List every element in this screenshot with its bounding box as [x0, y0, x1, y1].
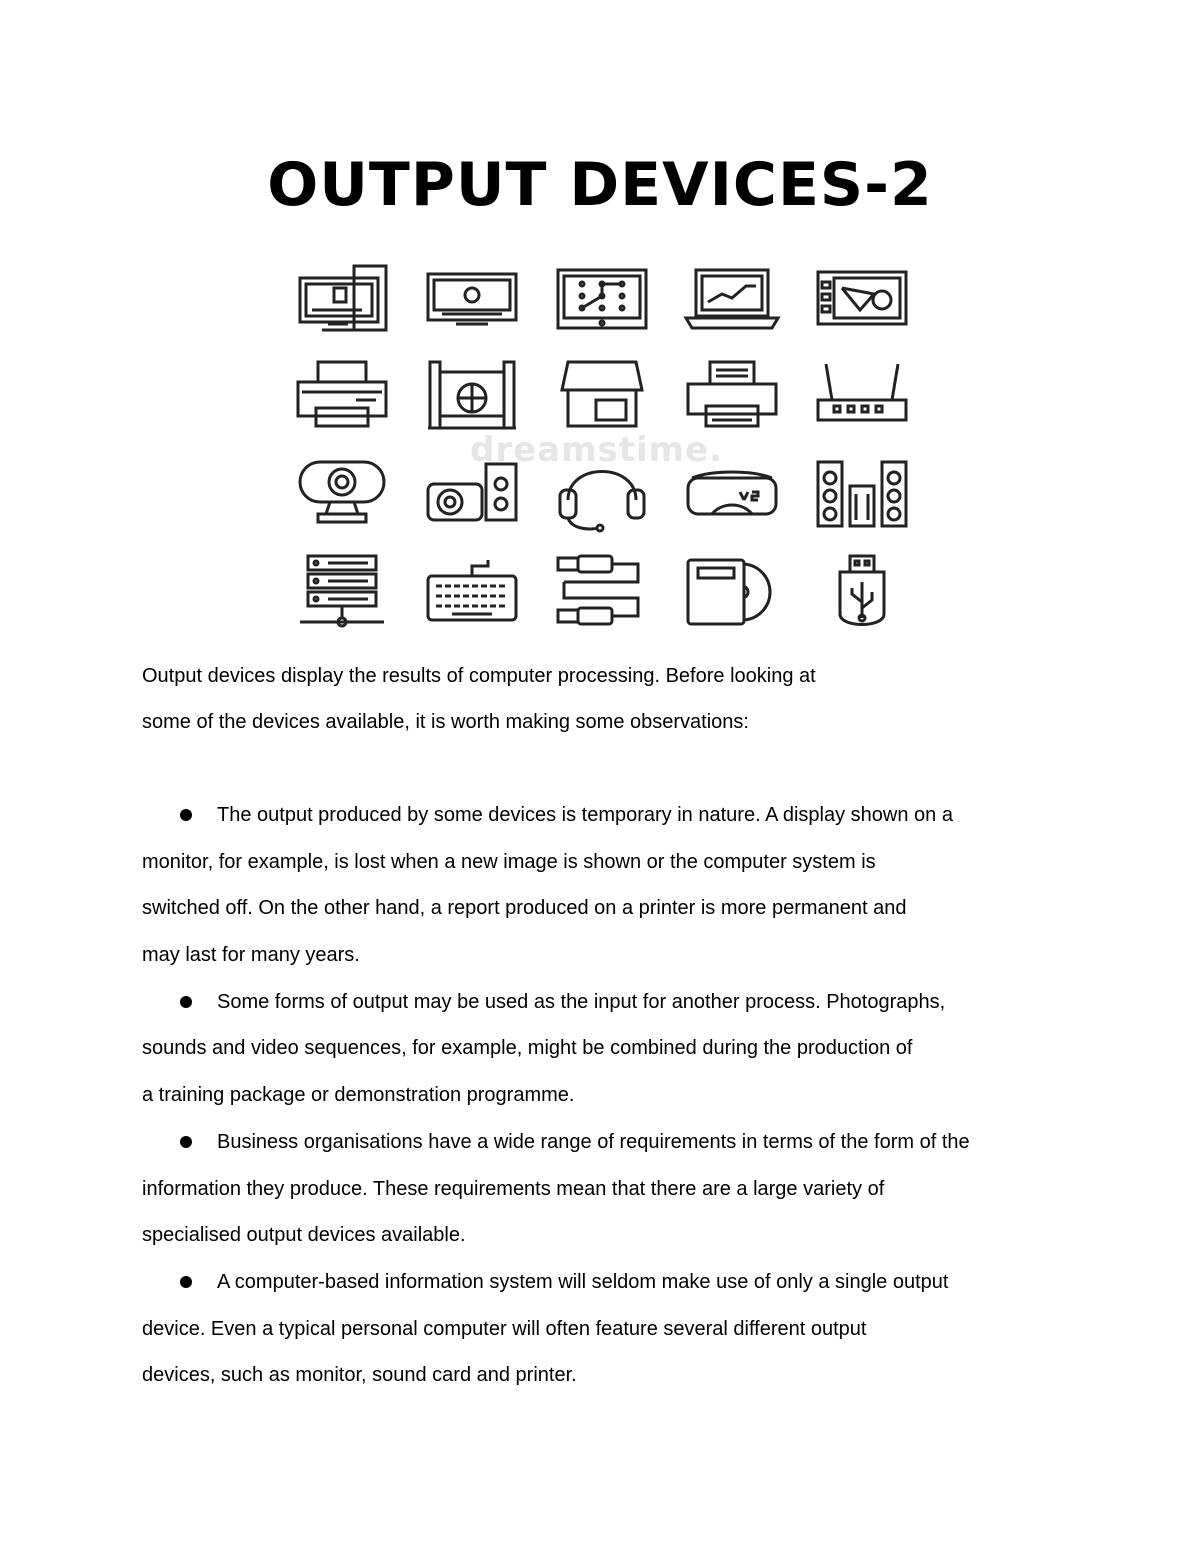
bullet-marker [180, 1136, 192, 1148]
intro-line-2: some of the devices available, it is worth making some observations: [142, 711, 749, 733]
usb-flash-drive-icon [812, 552, 912, 632]
server-rack-icon [292, 552, 392, 632]
plotter-icon [422, 356, 522, 436]
bullet-marker [180, 809, 192, 821]
keyboard-icon [422, 552, 522, 632]
bullet-marker [180, 1276, 192, 1288]
bullet-4-line-2: device. Even a typical personal computer will often feature several different output [142, 1318, 867, 1340]
bullet-3-line-1: Business organisations have a wide range of requirements in terms of the form of the [217, 1131, 970, 1153]
bullet-3-line-2: information they produce. These requirements mean that there are a large variety of [142, 1178, 885, 1200]
page-title: OUTPUT DEVICES-2 [267, 150, 933, 220]
projector-screen-icon [552, 356, 652, 436]
bullet-1-line-1: The output produced by some devices is temporary in nature. A display shown on a [217, 804, 953, 826]
bullet-1-line-3: switched off. On the other hand, a report produced on a printer is more permanent and [142, 897, 907, 919]
intro-line-1: Output devices display the results of computer processing. Before looking at [142, 665, 816, 687]
television-icon [422, 258, 522, 338]
bullet-2-line-3: a training package or demonstration programme. [142, 1084, 575, 1106]
bullet-1-line-4: may last for many years. [142, 944, 360, 966]
bullet-2-line-1: Some forms of output may be used as the input for another process. Photographs, [217, 991, 946, 1013]
webcam-icon [292, 454, 392, 534]
desktop-computer-icon [292, 258, 392, 338]
bullet-2-line-2: sounds and video sequences, for example, might be combined during the production of [142, 1037, 913, 1059]
graphics-tablet-icon [812, 258, 912, 338]
bullet-4-line-1: A computer-based information system will seldom make use of only a single output [217, 1271, 949, 1293]
printer-icon [292, 356, 392, 436]
bullet-3-line-3: specialised output devices available. [142, 1224, 466, 1246]
bullet-1-line-2: monitor, for example, is lost when a new image is shown or the computer system is [142, 851, 876, 873]
cd-case-icon [682, 552, 782, 632]
watermark: dreamstime. [470, 430, 724, 470]
wifi-router-icon [812, 356, 912, 436]
bullet-marker [180, 996, 192, 1008]
usb-cables-icon [552, 552, 652, 632]
tablet-icon [552, 258, 652, 338]
speakers-icon [812, 454, 912, 534]
document-printer-icon [682, 356, 782, 436]
bullet-4-line-3: devices, such as monitor, sound card and printer. [142, 1364, 577, 1386]
laptop-icon [682, 258, 782, 338]
